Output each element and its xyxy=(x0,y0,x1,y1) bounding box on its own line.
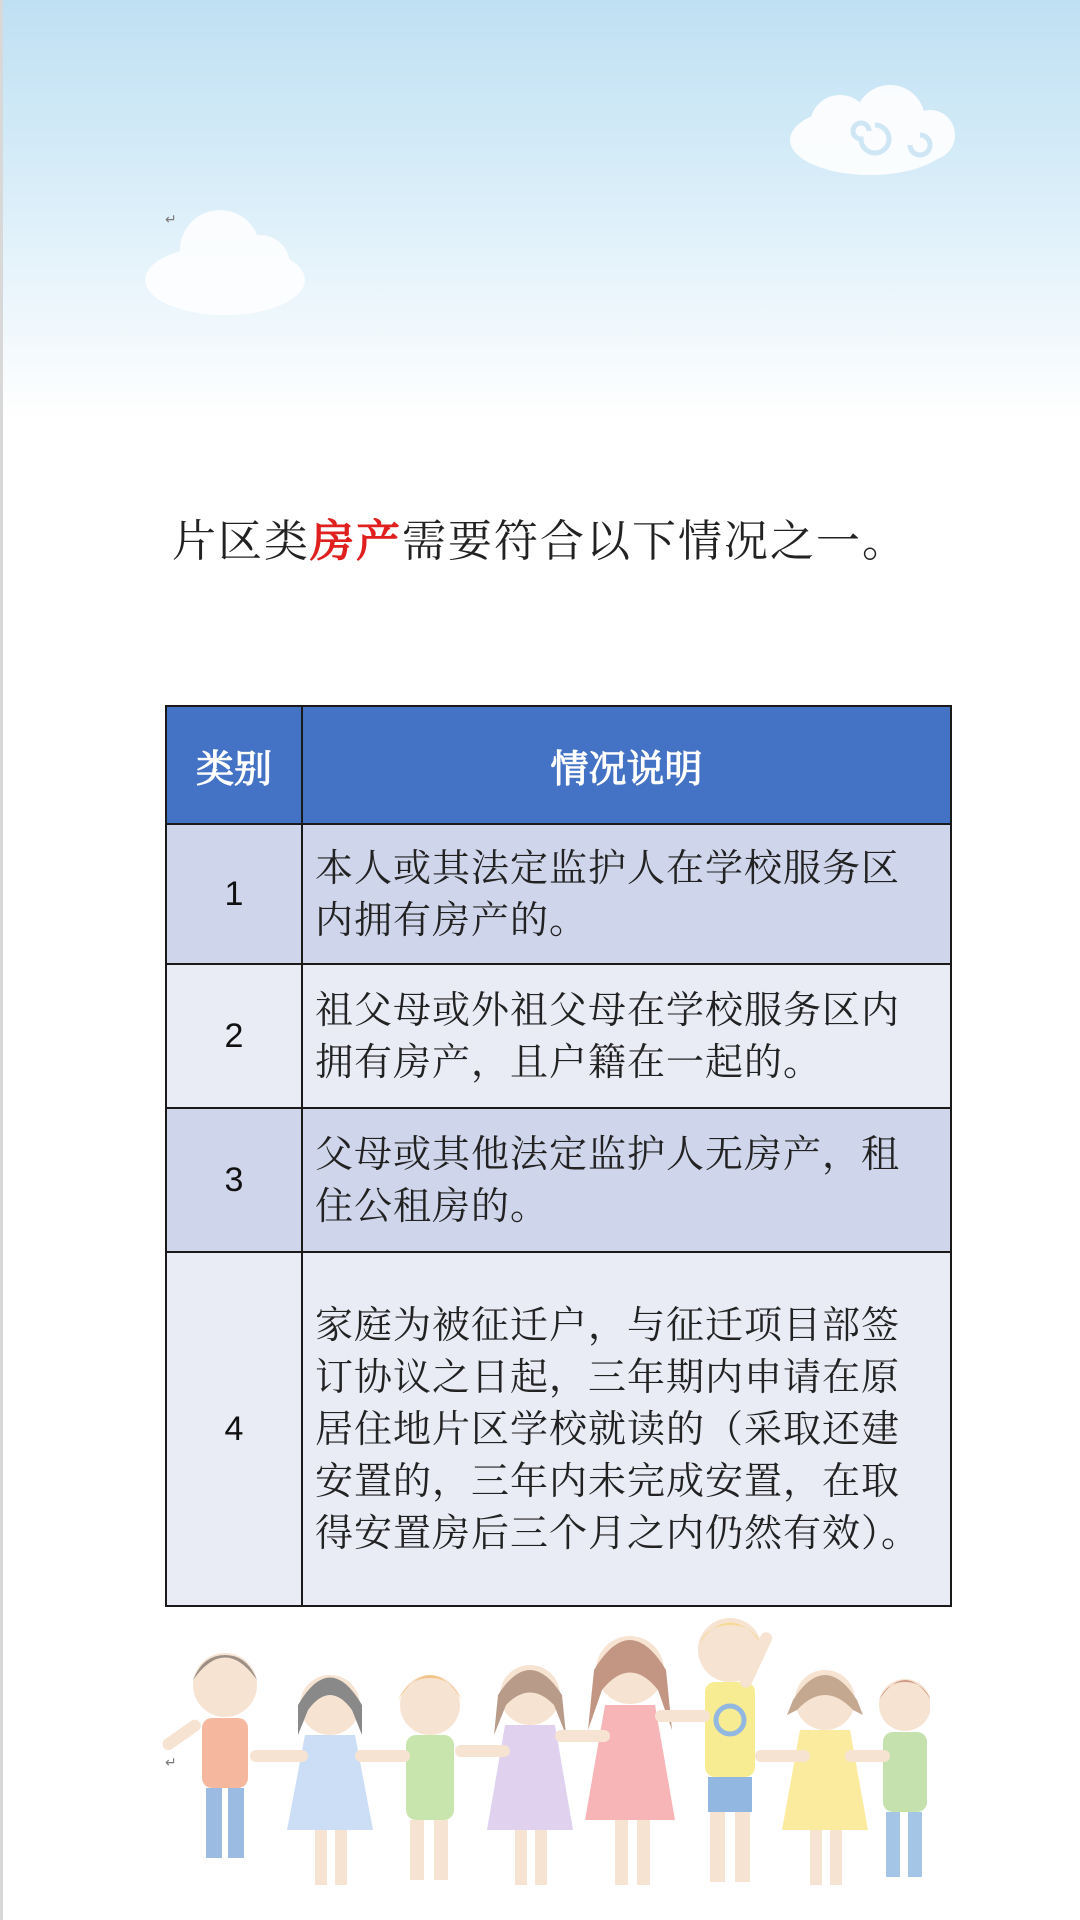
child-figure-icon xyxy=(160,1653,257,1858)
child-figure-icon xyxy=(355,1675,462,1880)
paragraph-mark-icon: ↵ xyxy=(165,1755,177,1771)
child-figure-icon xyxy=(555,1636,675,1885)
table-row xyxy=(166,1108,951,1252)
header-description: 情况说明 xyxy=(302,706,951,824)
row-category: 1 xyxy=(166,824,302,964)
heading-highlight: 房产 xyxy=(310,516,402,567)
header-category: 类别 xyxy=(166,706,302,824)
child-figure-icon xyxy=(455,1665,573,1885)
row-description: 本人或其法定监护人在学校服务区内拥有房产的。 xyxy=(302,824,951,964)
row-description: 父母或其他法定监护人无房产，租住公租房的。 xyxy=(302,1108,951,1252)
children-illustration-icon xyxy=(150,1610,930,1920)
page-heading xyxy=(0,505,1080,569)
row-description: 祖父母或外祖父母在学校服务区内拥有房产，且户籍在一起的。 xyxy=(302,964,951,1108)
row-category: 2 xyxy=(166,964,302,1108)
page-edge-divider xyxy=(0,0,3,1920)
row-category: 3 xyxy=(166,1108,302,1252)
swirl-cloud-icon xyxy=(780,80,960,190)
table-row xyxy=(166,1252,951,1606)
table-row xyxy=(166,824,951,964)
housing-conditions-table xyxy=(165,705,952,1607)
heading-text-end: 需要符合以下情况之一。 xyxy=(402,516,908,567)
row-category: 4 xyxy=(166,1252,302,1606)
child-figure-icon xyxy=(250,1675,373,1885)
heading-text: 片区类 xyxy=(172,516,310,567)
child-figure-icon xyxy=(755,1670,868,1885)
paragraph-mark-icon: ↵ xyxy=(165,212,177,228)
child-figure-icon xyxy=(655,1618,774,1882)
table-row xyxy=(166,964,951,1108)
row-description: 家庭为被征迁户，与征迁项目部签订协议之日起，三年期内申请在原居住地片区学校就读的（采取还建安置的，三年内未完成安置，在取得安置房后三个月之内仍然有效）。 xyxy=(302,1252,951,1606)
table-header-row xyxy=(166,706,951,824)
